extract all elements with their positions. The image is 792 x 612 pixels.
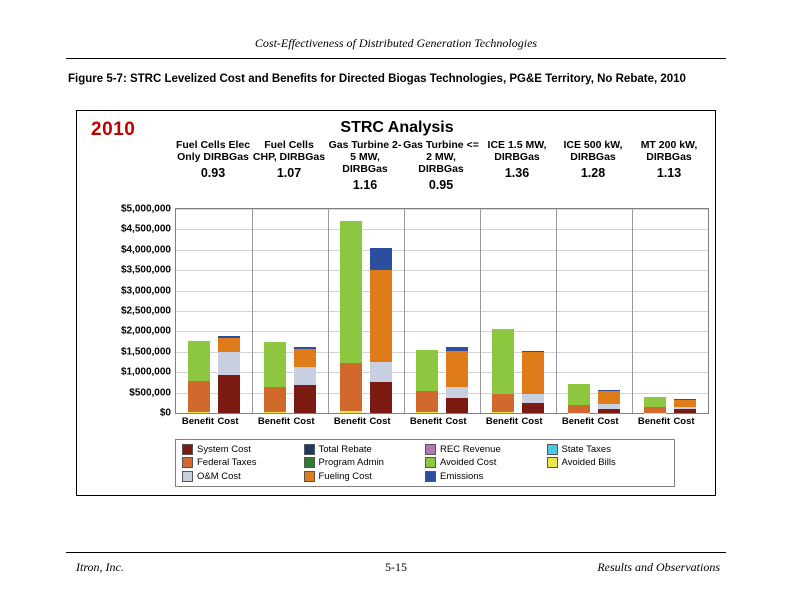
group-name: Gas Turbine 2-5 MW, DIRBGas (328, 139, 402, 176)
x-axis-labels (175, 416, 709, 432)
bar-segment (522, 394, 544, 403)
x-axis-tick-label: Cost (217, 416, 239, 427)
bar-segment (294, 385, 316, 413)
group-header (555, 139, 631, 181)
legend-label: Emissions (440, 470, 484, 482)
bar-segment (188, 341, 210, 381)
legend-item (182, 470, 304, 483)
bar-segment (568, 384, 590, 406)
bar (522, 351, 544, 413)
y-axis-tick-label: $2,000,000 (120, 325, 171, 337)
legend-item (425, 456, 547, 469)
y-axis-tick-label: $3,000,000 (120, 285, 171, 297)
group-ratio: 1.16 (352, 178, 378, 193)
x-axis-tick-label: Cost (293, 416, 315, 427)
chart-title: STRC Analysis (340, 119, 454, 136)
x-axis-tick-label: Benefit (561, 416, 595, 427)
group-name: Gas Turbine <= 2 MW, DIRBGas (403, 139, 479, 176)
group-separator (480, 209, 481, 413)
running-head: Cost-Effectiveness of Distributed Generation Technologies (254, 36, 538, 50)
legend-label: Avoided Cost (440, 457, 497, 469)
bar-segment (340, 221, 362, 363)
bar-segment (416, 350, 438, 391)
x-axis-tick-label: Benefit (409, 416, 443, 427)
bar (218, 336, 240, 413)
bar-segment (340, 411, 362, 413)
legend-label: System Cost (197, 444, 251, 455)
legend-swatch-icon (182, 444, 193, 455)
bar-segment (416, 412, 438, 413)
group-header (327, 139, 403, 193)
bar-segment (188, 381, 210, 412)
x-axis-tick-label: Cost (521, 416, 543, 427)
legend-item (547, 456, 669, 469)
x-axis-tick-label: Benefit (257, 416, 291, 427)
bar-segment (264, 387, 286, 412)
bar-segment (446, 351, 468, 388)
legend-swatch-icon (304, 471, 315, 482)
y-axis-tick-label: $0 (159, 407, 171, 419)
bar-segment (370, 248, 392, 270)
bar (674, 399, 696, 413)
bar-segment (416, 391, 438, 412)
legend-label: REC Revenue (440, 444, 501, 455)
legend-label: Fueling Cost (318, 470, 372, 482)
legend-swatch-icon (182, 471, 193, 482)
legend-item (425, 470, 547, 483)
legend-swatch-icon (547, 457, 558, 468)
bar-segment (674, 400, 696, 407)
footer-rule (66, 552, 726, 553)
bar (370, 248, 392, 413)
bar-segment (370, 382, 392, 413)
chart-legend (175, 439, 675, 487)
group-header (631, 139, 707, 181)
legend-swatch-icon (547, 444, 558, 455)
bar-segment (218, 352, 240, 375)
gridline (176, 229, 708, 230)
group-ratio: 1.07 (276, 166, 302, 181)
group-ratio: 1.13 (656, 166, 682, 181)
group-header (175, 139, 251, 181)
y-axis-tick-label: $1,500,000 (120, 346, 171, 358)
bar (294, 347, 316, 413)
y-axis-tick-label: $5,000,000 (120, 203, 171, 215)
legend-label: Federal Taxes (197, 457, 257, 469)
header-rule (66, 58, 726, 59)
bar (644, 397, 666, 413)
bar-segment (568, 405, 590, 412)
year-badge: 2010 (91, 119, 136, 140)
group-name: ICE 1.5 MW, DIRBGas (487, 139, 547, 164)
y-axis-tick-label: $3,500,000 (120, 264, 171, 276)
footer-right: Results and Observations (597, 560, 720, 574)
group-ratio: 0.95 (428, 178, 454, 193)
legend-item (304, 443, 426, 456)
y-axis-tick-label: $4,500,000 (120, 223, 171, 235)
gridline (176, 393, 708, 394)
legend-swatch-icon (425, 457, 436, 468)
group-header (403, 139, 479, 193)
legend-label: Program Admin (318, 457, 384, 469)
bar-segment (370, 362, 392, 382)
bar-segment (674, 409, 696, 413)
legend-swatch-icon (304, 444, 315, 455)
footer-page-number: 5-15 (385, 560, 407, 574)
group-ratio: 0.93 (200, 166, 226, 181)
gridline (176, 270, 708, 271)
y-axis-labels (77, 203, 171, 419)
group-name: Fuel Cells Elec Only DIRBGas (175, 139, 251, 164)
bar-segment (340, 363, 362, 411)
gridline (176, 311, 708, 312)
legend-swatch-icon (182, 457, 193, 468)
bar-segment (492, 412, 514, 413)
group-ratio: 1.36 (504, 166, 530, 181)
x-axis-tick-label: Cost (597, 416, 619, 427)
gridline (176, 352, 708, 353)
group-separator (632, 209, 633, 413)
bar-segment (264, 412, 286, 413)
x-axis-tick-label: Benefit (637, 416, 671, 427)
plot-area (175, 208, 709, 414)
figure-caption: Figure 5-7: STRC Levelized Cost and Benefits for Directed Biogas Technologies, PG&E Territory, No Rebate, 2010 (68, 73, 686, 85)
bar-segment (598, 391, 620, 405)
group-separator (328, 209, 329, 413)
y-axis-tick-label: $1,000,000 (120, 366, 171, 378)
bar (340, 221, 362, 413)
legend-item (304, 470, 426, 483)
bar-segment (188, 412, 210, 413)
bar-segment (294, 367, 316, 385)
gridline (176, 331, 708, 332)
bar (264, 342, 286, 413)
x-axis-tick-label: Benefit (181, 416, 215, 427)
legend-swatch-icon (425, 444, 436, 455)
bar (568, 384, 590, 413)
group-separator (556, 209, 557, 413)
bar (492, 329, 514, 413)
group-ratio: 1.28 (580, 166, 606, 181)
group-name: ICE 500 kW, DIRBGas (563, 139, 623, 164)
legend-item (182, 443, 304, 456)
x-axis-tick-label: Benefit (485, 416, 519, 427)
bar (446, 347, 468, 413)
gridline (176, 372, 708, 373)
bar-segment (522, 403, 544, 413)
legend-label: State Taxes (561, 444, 611, 455)
legend-item (182, 456, 304, 469)
bar-segment (294, 349, 316, 367)
bar (188, 341, 210, 413)
group-headers (175, 139, 709, 207)
group-name: Fuel Cells CHP, DIRBGas (252, 139, 326, 164)
group-separator (404, 209, 405, 413)
bar-segment (492, 329, 514, 395)
gridline (176, 291, 708, 292)
legend-item (304, 456, 426, 469)
chart-container (76, 110, 716, 496)
legend-swatch-icon (425, 471, 436, 482)
bar-segment (218, 375, 240, 413)
bar-segment (446, 398, 468, 414)
bar-segment (264, 342, 286, 387)
bar-segment (644, 397, 666, 407)
bar (598, 390, 620, 413)
x-axis-tick-label: Benefit (333, 416, 367, 427)
legend-swatch-icon (304, 457, 315, 468)
x-axis-tick-label: Cost (673, 416, 695, 427)
legend-label: O&M Cost (197, 470, 241, 482)
y-axis-tick-label: $500,000 (129, 387, 171, 399)
legend-item (547, 443, 669, 456)
bar-segment (522, 352, 544, 394)
gridline (176, 250, 708, 251)
group-header (479, 139, 555, 181)
bar-segment (218, 338, 240, 352)
x-axis-tick-label: Cost (369, 416, 391, 427)
bar-segment (598, 409, 620, 413)
y-axis-tick-label: $4,000,000 (120, 244, 171, 256)
legend-item (425, 443, 547, 456)
legend-label: Avoided Bills (561, 457, 616, 469)
bar-segment (492, 394, 514, 412)
group-name: MT 200 kW, DIRBGas (640, 139, 698, 164)
x-axis-tick-label: Cost (445, 416, 467, 427)
bar-segment (446, 387, 468, 397)
legend-label: Total Rebate (318, 444, 372, 455)
y-axis-tick-label: $2,500,000 (120, 305, 171, 317)
gridline (176, 209, 708, 210)
bar-segment (370, 270, 392, 363)
group-separator (252, 209, 253, 413)
bar (416, 350, 438, 413)
footer-left: Itron, Inc. (76, 560, 124, 574)
group-header (251, 139, 327, 181)
